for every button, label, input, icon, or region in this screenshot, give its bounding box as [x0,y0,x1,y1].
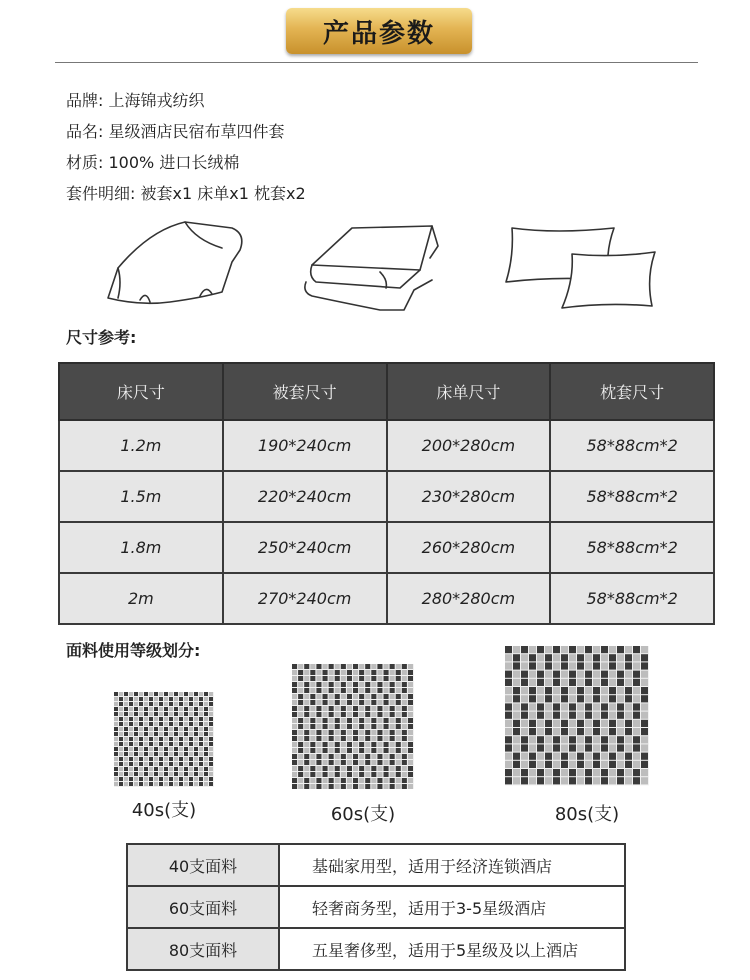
spec-value: 被套x1 床单x1 枕套x2 [140,184,306,203]
spec-label: 套件明细: [66,184,136,203]
size-table [58,362,715,625]
grade-description: 基础家用型，适用于经济连锁酒店 [279,844,625,886]
header-sheet-size: 床单尺寸 [387,363,551,420]
weave-60s-caption: 60s(支) [330,804,396,825]
title-badge [286,8,472,54]
cell-duvet-size: 220*240cm [223,471,387,522]
cell-sheet-size: 230*280cm [387,471,551,522]
cell-pillow-size: 58*88cm*2 [550,471,714,522]
header-bed-size: 床尺寸 [59,363,223,420]
fabric-grade-table [126,843,626,971]
spec-value: 100% 进口长绒棉 [108,153,240,172]
header-divider [55,62,698,63]
table-row [59,522,714,573]
spec-value: 上海锦戎纺织 [108,91,205,110]
duvet-cover-icon [108,222,242,303]
cell-bed-size: 2m [59,573,223,624]
weave-60s-swatch [292,664,414,789]
grade-name: 60支面料 [127,886,279,928]
table-row [59,420,714,471]
cell-pillow-size: 58*88cm*2 [550,420,714,471]
cell-duvet-size: 270*240cm [223,573,387,624]
table-row [59,573,714,624]
grade-description: 五星奢侈型，适用于5星级及以上酒店 [279,928,625,970]
header-duvet-size: 被套尺寸 [223,363,387,420]
cell-sheet-size: 260*280cm [387,522,551,573]
grade-name: 40支面料 [127,844,279,886]
spec-value: 星级酒店民宿布草四件套 [108,122,285,141]
page-title: 产品参数 [322,18,435,49]
spec-brand [66,85,306,116]
spec-label: 品牌: [66,91,104,110]
weave-80s-caption: 80s(支) [554,804,620,825]
grade-name: 80支面料 [127,928,279,970]
grade-description: 轻奢商务型，适用于3-5星级酒店 [279,886,625,928]
bed-sheet-icon [305,226,438,310]
cell-bed-size: 1.5m [59,471,223,522]
cell-pillow-size: 58*88cm*2 [550,522,714,573]
cell-duvet-size: 250*240cm [223,522,387,573]
cell-bed-size: 1.2m [59,420,223,471]
pillowcase-icon [506,228,655,308]
cell-bed-size: 1.8m [59,522,223,573]
spec-label: 品名: [66,122,104,141]
table-row [127,928,625,970]
spec-label: 材质: [66,153,104,172]
table-row [127,844,625,886]
cell-sheet-size: 200*280cm [387,420,551,471]
cell-sheet-size: 280*280cm [387,573,551,624]
header-pillow-size: 枕套尺寸 [550,363,714,420]
cell-duvet-size: 190*240cm [223,420,387,471]
spec-product-name [66,116,306,147]
table-row [127,886,625,928]
size-section-label: 尺寸参考: [66,328,137,347]
weave-80s-swatch [505,646,650,786]
spec-set-contents [66,178,306,209]
bedding-illustrations [0,210,750,320]
spec-material [66,147,306,178]
table-header-row [59,363,714,420]
table-row [59,471,714,522]
fabric-section-label: 面料使用等级划分: [66,641,201,660]
cell-pillow-size: 58*88cm*2 [550,573,714,624]
weave-40s-caption: 40s(支) [131,800,197,821]
weave-40s-swatch [114,692,214,787]
spec-list [66,85,306,209]
